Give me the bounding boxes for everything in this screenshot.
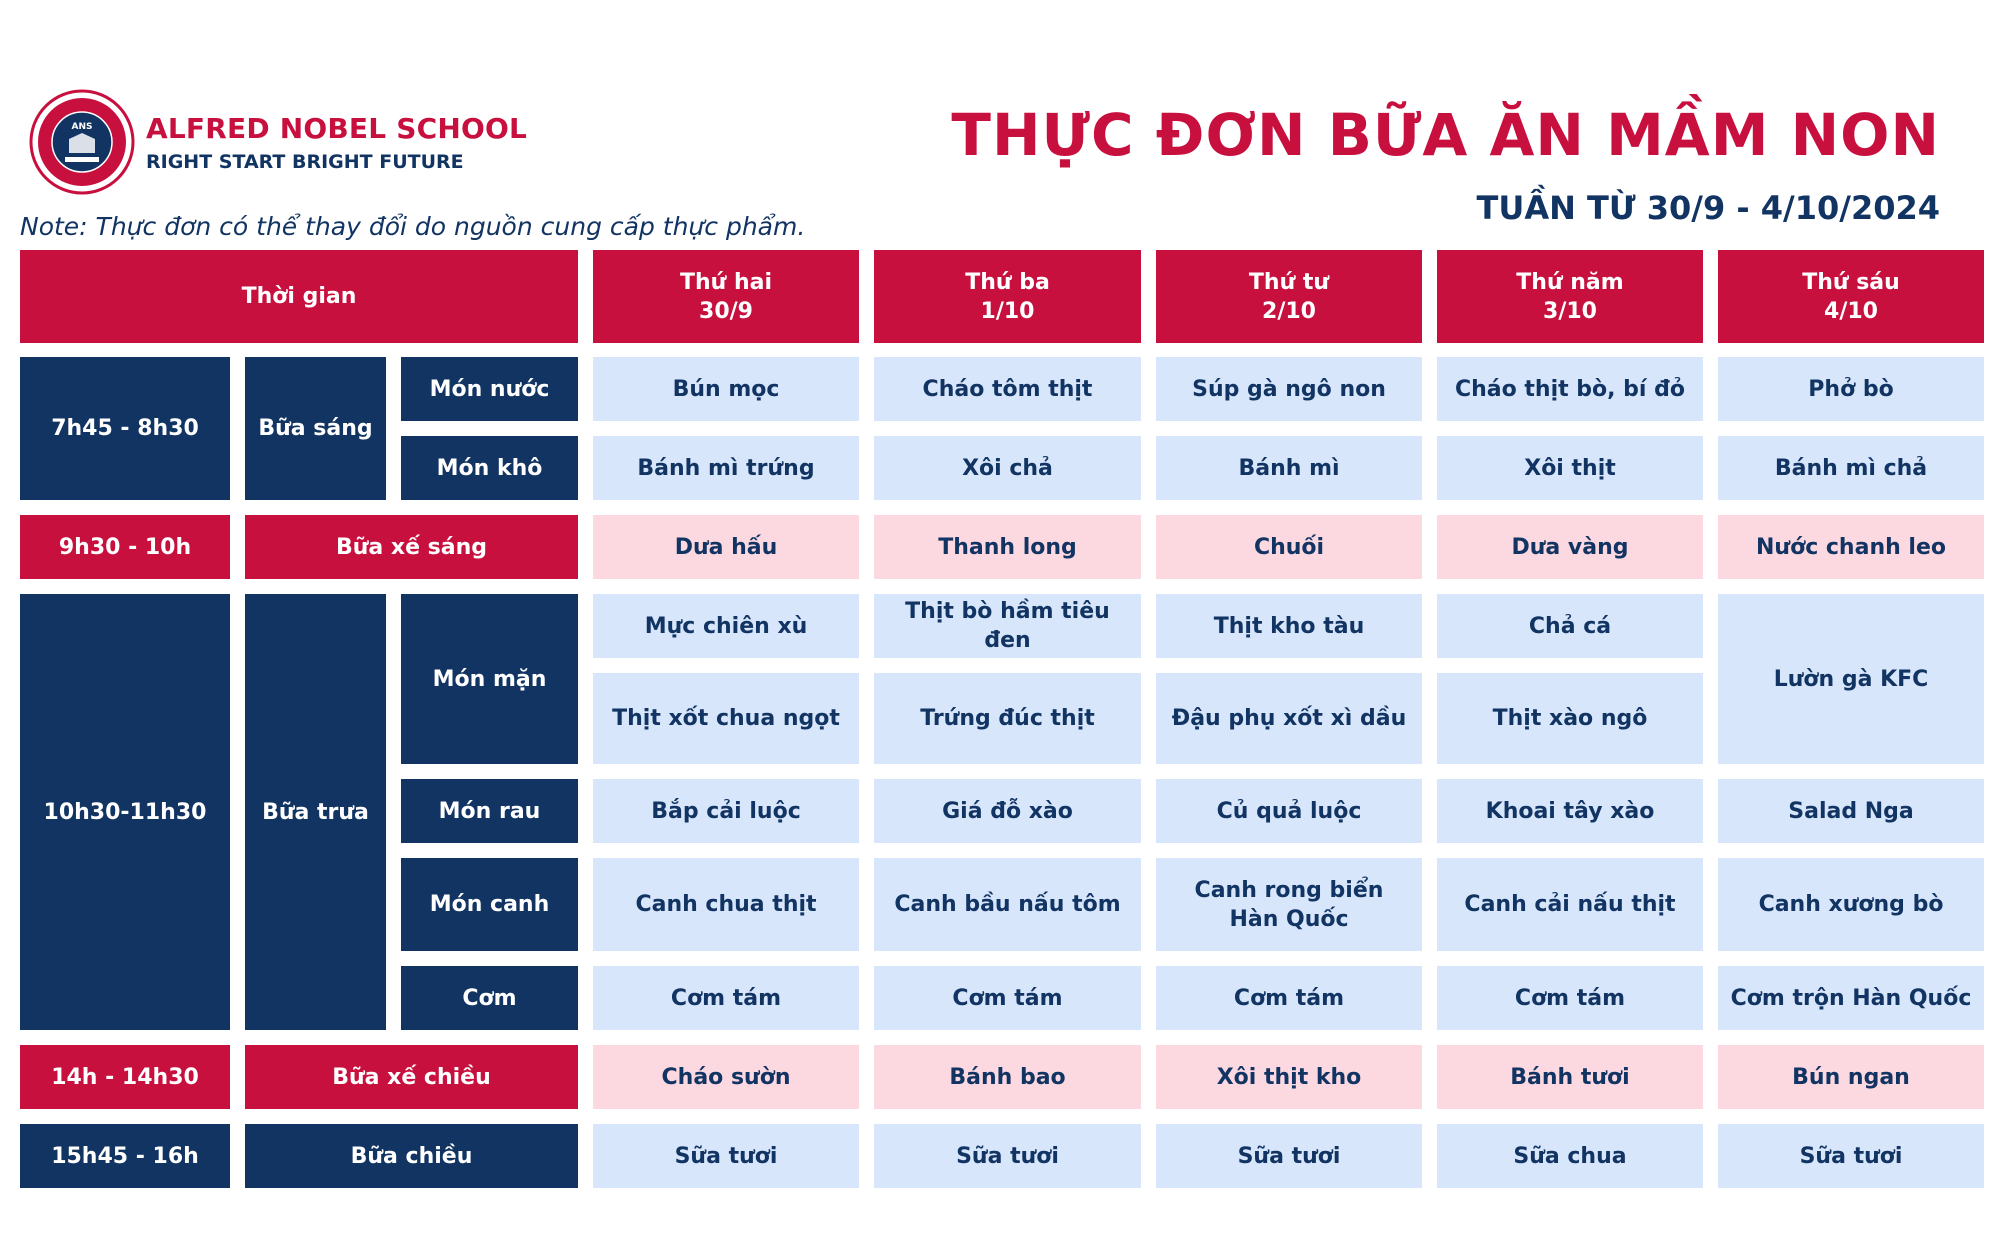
time-lunch: 10h30-11h30: [20, 594, 230, 1030]
menu-cell: Thanh long: [874, 515, 1141, 579]
course-mon-canh: Món canh: [401, 858, 578, 951]
menu-cell: Dưa vàng: [1437, 515, 1703, 579]
page-title: THỰC ĐƠN BỮA ĂN MẦM NON: [951, 101, 1940, 169]
menu-cell: Cháo sườn: [593, 1045, 859, 1109]
time-afternoon: 15h45 - 16h: [20, 1124, 230, 1188]
day-header-thu: [1437, 250, 1703, 343]
note-text: Note: Thực đơn có thể thay đổi do nguồn cung cấp thực phẩm.: [20, 212, 806, 241]
meal-breakfast: Bữa sáng: [245, 357, 386, 500]
course-com: Cơm: [401, 966, 578, 1030]
course-mon-kho: Món khô: [401, 436, 578, 500]
menu-cell: Sữa chua: [1437, 1124, 1703, 1188]
menu-cell: Dưa hấu: [593, 515, 859, 579]
menu-cell: Bún ngan: [1718, 1045, 1984, 1109]
svg-text:ANS: ANS: [71, 122, 93, 132]
time-breakfast: 7h45 - 8h30: [20, 357, 230, 500]
menu-cell: Trứng đúc thịt: [874, 673, 1141, 764]
menu-cell: Cơm tám: [1437, 966, 1703, 1030]
menu-cell: Phở bò: [1718, 357, 1984, 421]
menu-cell: Mực chiên xù: [593, 594, 859, 658]
school-slogan: RIGHT START BRIGHT FUTURE: [146, 151, 464, 173]
day-date: 2/10: [1262, 298, 1316, 324]
menu-cell: Cháo tôm thịt: [874, 357, 1141, 421]
menu-cell: Lườn gà KFC: [1718, 594, 1984, 764]
meal-lunch: Bữa trưa: [245, 594, 386, 1030]
menu-cell: Thịt xào ngô: [1437, 673, 1703, 764]
day-header-tue: [874, 250, 1141, 343]
menu-cell: Đậu phụ xốt xì dầu: [1156, 673, 1422, 764]
menu-cell: Chả cá: [1437, 594, 1703, 658]
menu-cell: Củ quả luộc: [1156, 779, 1422, 843]
menu-cell: Bánh mì: [1156, 436, 1422, 500]
week-label: TUẦN TỪ 30/9 - 4/10/2024: [1476, 189, 1940, 227]
day-date: 1/10: [980, 298, 1035, 324]
day-date: 4/10: [1824, 298, 1878, 324]
menu-cell: Cháo thịt bò, bí đỏ: [1437, 357, 1703, 421]
day-name: Thứ ba: [965, 269, 1050, 295]
menu-cell: Cơm tám: [874, 966, 1141, 1030]
menu-cell: Sữa tươi: [1718, 1124, 1984, 1188]
menu-cell: Giá đỗ xào: [874, 779, 1141, 843]
day-date: 30/9: [699, 298, 753, 324]
menu-cell: Cơm tám: [593, 966, 859, 1030]
menu-cell: Canh chua thịt: [593, 858, 859, 951]
day-header-fri: [1718, 250, 1984, 343]
menu-cell: Xôi thịt kho: [1156, 1045, 1422, 1109]
menu-cell: Bắp cải luộc: [593, 779, 859, 843]
menu-cell: Bánh bao: [874, 1045, 1141, 1109]
course-mon-man: Món mặn: [401, 594, 578, 764]
menu-cell: Bánh tươi: [1437, 1045, 1703, 1109]
menu-cell: Salad Nga: [1718, 779, 1984, 843]
menu-cell: Thịt bò hầm tiêu đen: [874, 594, 1141, 658]
day-header-mon: [593, 250, 859, 343]
meal-afternoon: Bữa chiều: [245, 1124, 578, 1188]
day-header-wed: [1156, 250, 1422, 343]
time-afternoon-snack: 14h - 14h30: [20, 1045, 230, 1109]
day-name: Thứ sáu: [1802, 269, 1900, 295]
menu-cell: Sữa tươi: [874, 1124, 1141, 1188]
school-logo: [29, 89, 135, 195]
meal-afternoon-snack: Bữa xế chiều: [245, 1045, 578, 1109]
menu-cell: Canh bầu nấu tôm: [874, 858, 1141, 951]
menu-cell: Thịt xốt chua ngọt: [593, 673, 859, 764]
school-name: ALFRED NOBEL SCHOOL: [146, 112, 528, 145]
menu-cell: Sữa tươi: [593, 1124, 859, 1188]
day-name: Thứ năm: [1516, 269, 1624, 295]
course-mon-nuoc: Món nước: [401, 357, 578, 421]
day-name: Thứ hai: [679, 269, 773, 295]
menu-cell: Canh rong biển Hàn Quốc: [1156, 858, 1422, 951]
time-morning-snack: 9h30 - 10h: [20, 515, 230, 579]
menu-cell: Cơm tám: [1156, 966, 1422, 1030]
menu-cell: Canh xương bò: [1718, 858, 1984, 951]
meal-morning-snack: Bữa xế sáng: [245, 515, 578, 579]
menu-cell: Canh cải nấu thịt: [1437, 858, 1703, 951]
day-date: 3/10: [1543, 298, 1597, 324]
menu-cell: Chuối: [1156, 515, 1422, 579]
menu-cell: Xôi chả: [874, 436, 1141, 500]
day-name: Thứ tư: [1248, 269, 1330, 295]
menu-cell: Cơm trộn Hàn Quốc: [1718, 966, 1984, 1030]
menu-cell: Súp gà ngô non: [1156, 357, 1422, 421]
menu-cell: Khoai tây xào: [1437, 779, 1703, 843]
menu-cell: Thịt kho tàu: [1156, 594, 1422, 658]
menu-cell: Bún mọc: [593, 357, 859, 421]
menu-cell: Nước chanh leo: [1718, 515, 1984, 579]
menu-cell: Bánh mì chả: [1718, 436, 1984, 500]
menu-cell: Bánh mì trứng: [593, 436, 859, 500]
time-header: Thời gian: [20, 250, 578, 343]
menu-cell: Xôi thịt: [1437, 436, 1703, 500]
menu-cell: Sữa tươi: [1156, 1124, 1422, 1188]
course-mon-rau: Món rau: [401, 779, 578, 843]
